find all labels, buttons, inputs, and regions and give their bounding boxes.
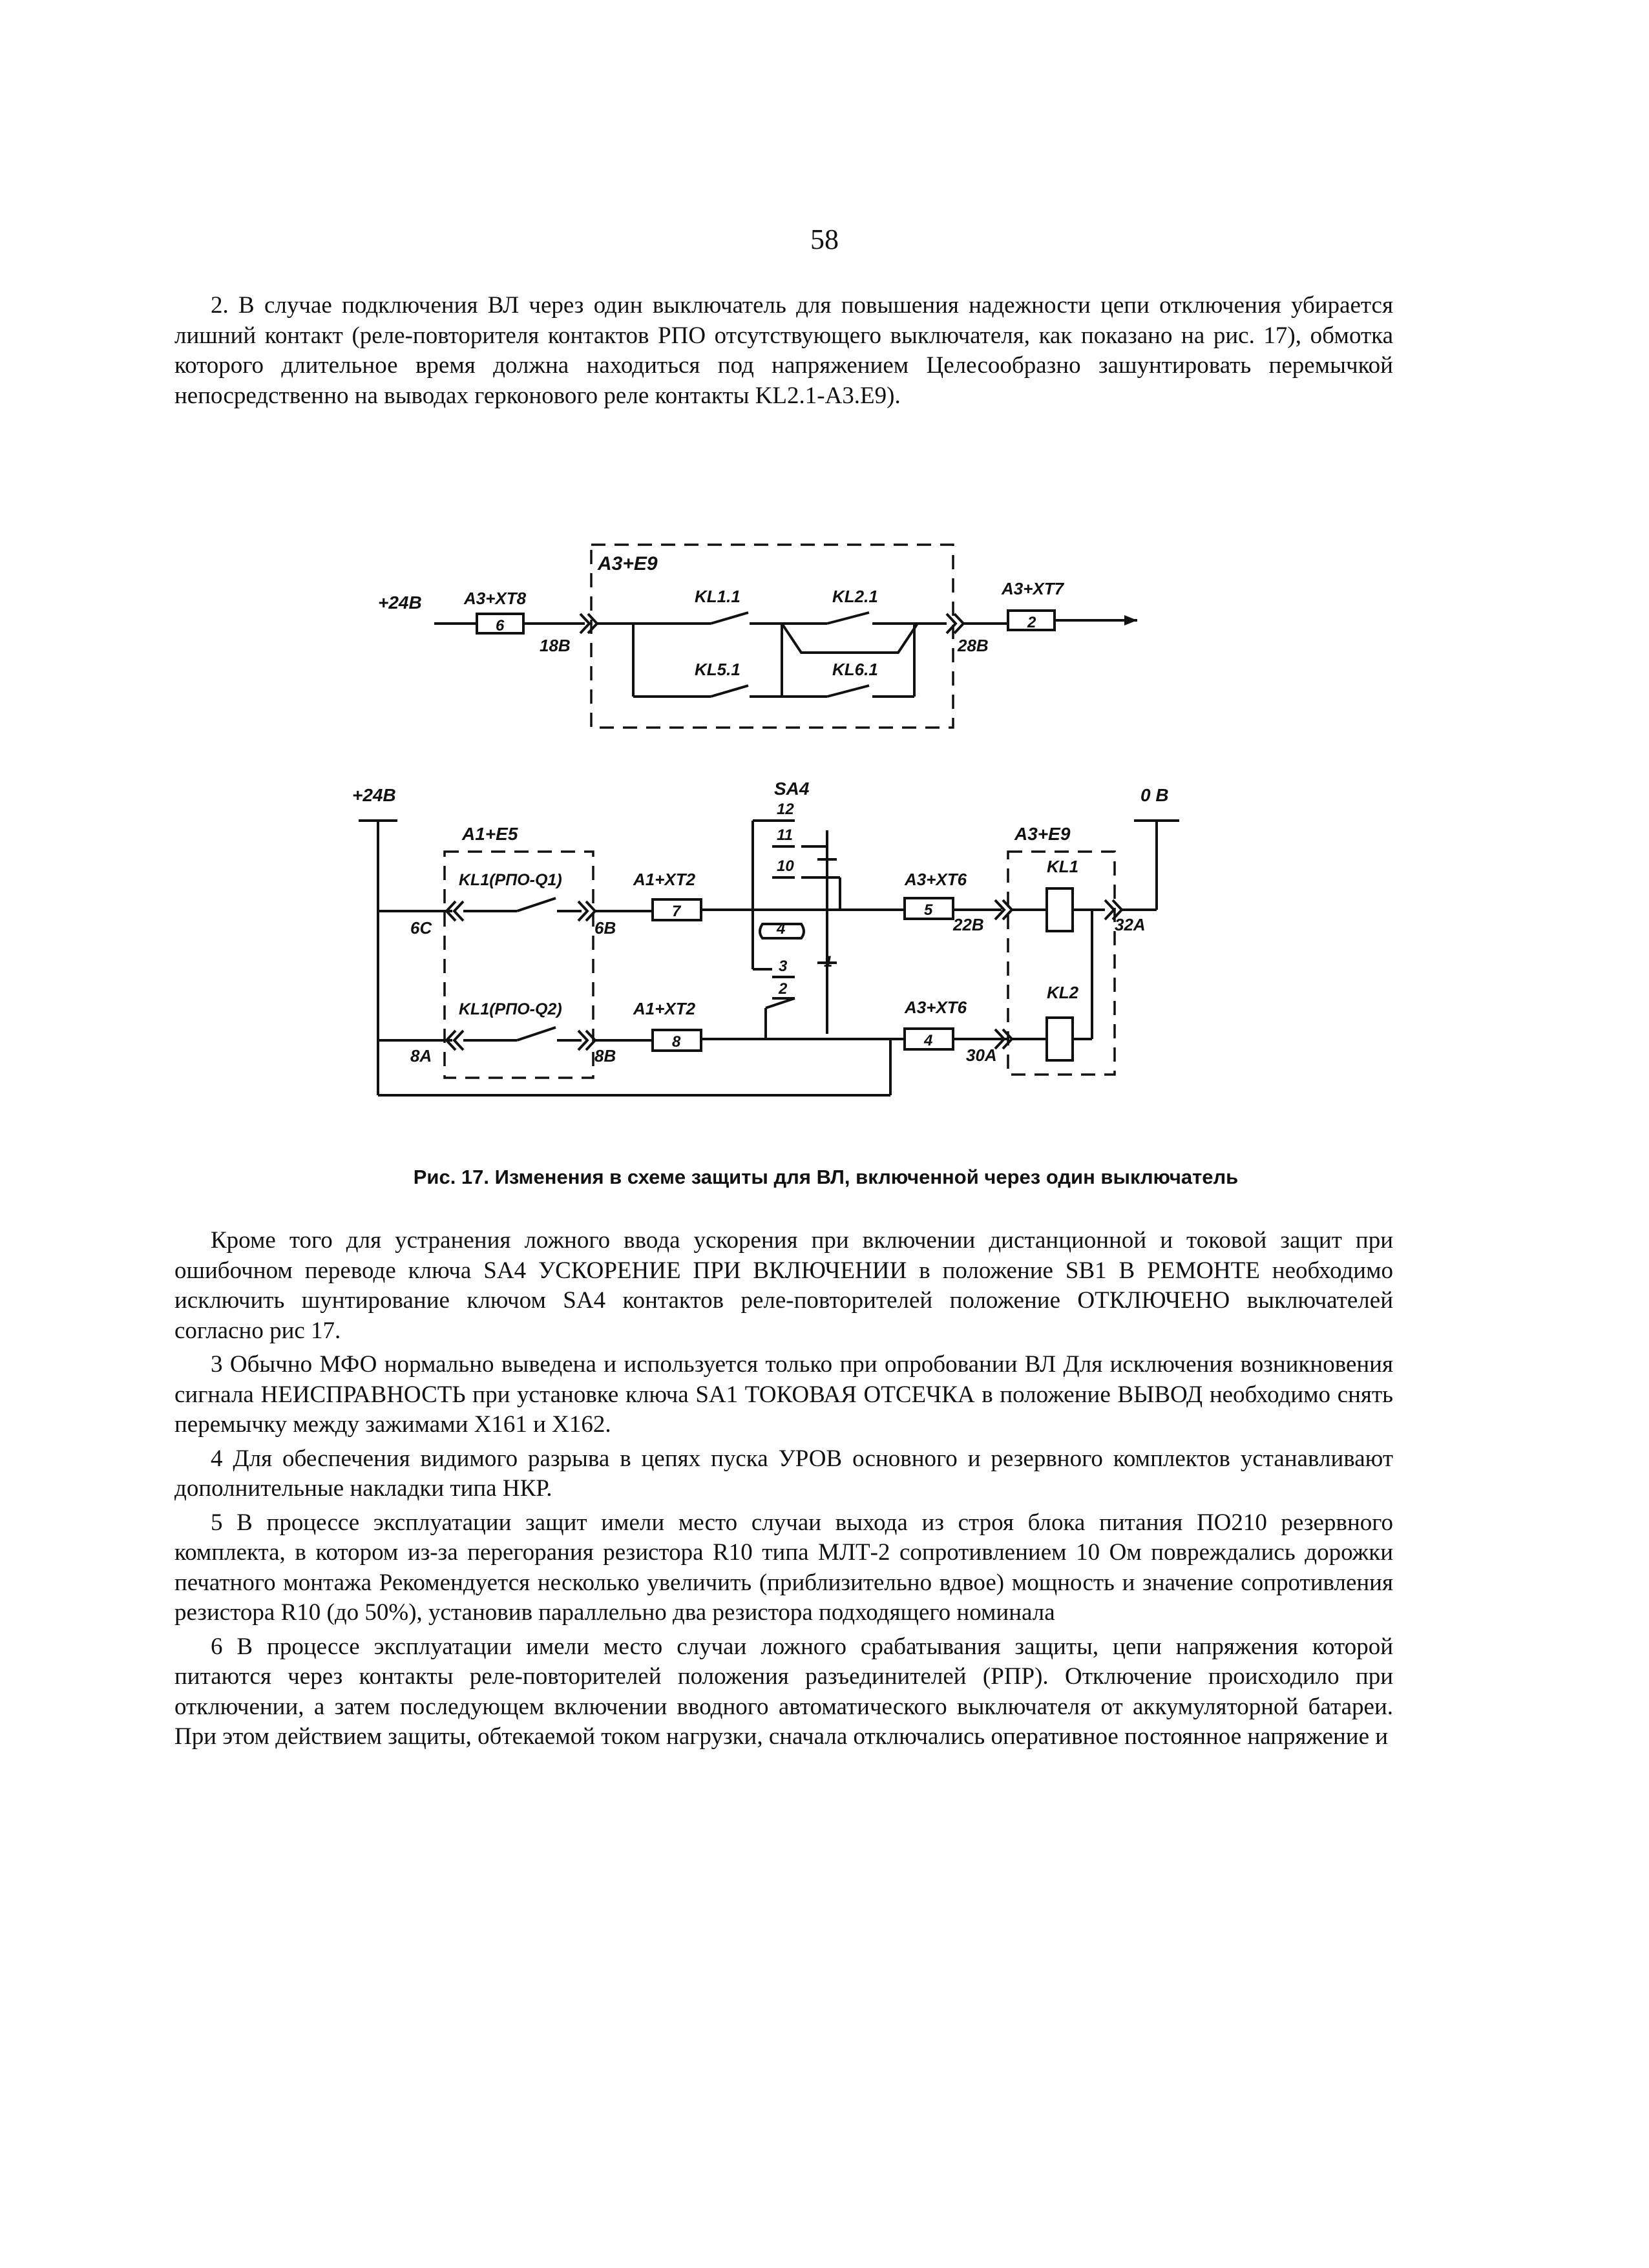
schematic-bottom xyxy=(349,775,1221,1105)
label-a3e9: А3+Е9 xyxy=(598,553,658,574)
paragraph: 4 Для обеспечения видимого разрыва в цепях пуска УРОВ основного и резервного комплектов устанавливают дополнительные накладки типа НКР. xyxy=(174,1445,1393,1502)
label-supply-bottom: +24В xyxy=(352,785,396,805)
intro-text xyxy=(174,291,1393,411)
label-32a: 32А xyxy=(1115,915,1146,934)
body-text xyxy=(174,1226,1393,1752)
label-xt7: А3+ХТ7 xyxy=(1002,579,1064,598)
label-xt6-top: А3+ХТ6 xyxy=(905,870,967,889)
label-contact-4: 4 xyxy=(777,920,786,938)
label-xt2-top: А1+ХТ2 xyxy=(633,870,696,889)
label-22b: 22В xyxy=(953,915,984,934)
label-xt6-top-num: 5 xyxy=(924,901,933,919)
intro-paragraph: 2. В случае подключения ВЛ через один выключатель для повышения надежности цепи отключения убирается лишний контакт (реле-повторителя контактов РПО отсутствующего выключателя, как показано на рис. 17), обмотка которого длительное время должна находиться под напряжением Целесообразно зашунтировать перемычкой непосредственно на выводах герконового реле контакты KL2.1-А3.Е9). xyxy=(174,292,1393,409)
label-sa4: SA4 xyxy=(774,779,810,799)
label-kl51: KL5.1 xyxy=(695,660,740,679)
label-kl61: KL6.1 xyxy=(832,660,878,679)
label-xt2-bottom-num: 8 xyxy=(672,1033,681,1051)
paragraph: 5 В процессе эксплуатации защит имели место случаи выхода из строя блока питания ПО210 резервного комплекта, в котором из-за перегорания резистора R10 типа МЛТ-2 сопротивлением 10 Ом повреждались дорожки печатного монтажа Рекомендуется несколько увеличить (приблизительно вдвое) мощность и значение сопротивления резистора R10 (до 50%), установив параллельно два резистора подходящего номинала xyxy=(174,1509,1393,1626)
paragraph: Кроме того для устранения ложного ввода ускорения при включении дистанционной и токовой защит при ошибочном переводе ключа SA4 УСКОРЕНИЕ ПРИ ВКЛЮЧЕНИИ в положение SB1 В РЕМОНТЕ необходимо исключить шунтирование ключом SA4 контактов реле-повторителей положение ОТКЛЮЧЕНО выключателей согласно рис 17. xyxy=(174,1227,1393,1344)
label-kl11: KL1.1 xyxy=(695,587,740,606)
label-28b: 28В xyxy=(958,636,989,655)
label-contact-3: 3 xyxy=(779,958,788,975)
page-number: 58 xyxy=(810,224,839,255)
label-contact-2: 2 xyxy=(779,980,788,998)
schematic-top xyxy=(362,530,1170,737)
label-18b: 18В xyxy=(540,636,571,655)
label-supply-top: +24В xyxy=(378,593,422,613)
relay-coil-kl1 xyxy=(1047,888,1073,931)
label-kl1-q1: KL1(РПО-Q1) xyxy=(459,871,562,889)
label-xt2-bottom: А1+ХТ2 xyxy=(633,999,696,1018)
label-6b: 6В xyxy=(594,918,616,938)
relay-coil-kl2 xyxy=(1047,1018,1073,1060)
label-xt8: А3+ХТ8 xyxy=(464,589,527,608)
label-kl1-coil: KL1 xyxy=(1047,857,1079,876)
label-kl1-q2: KL1(РПО-Q2) xyxy=(459,1000,562,1018)
label-xt7-num: 2 xyxy=(1027,614,1036,631)
label-contact-10: 10 xyxy=(777,857,794,875)
label-zero-volt: 0 В xyxy=(1140,785,1169,805)
label-8a: 8А xyxy=(410,1046,432,1066)
label-kl21: KL2.1 xyxy=(832,587,878,606)
label-a1e5: А1+Е5 xyxy=(462,824,518,844)
label-contact-12: 12 xyxy=(777,801,794,818)
figure-caption: Рис. 17. Изменения в схеме защиты для ВЛ, включенной через один выключатель xyxy=(413,1166,1239,1188)
label-xt8-num: 6 xyxy=(496,617,505,635)
paragraph: 6 В процессе эксплуатации имели место случаи ложного срабатывания защиты, цепи напряжения которой питаются через контакты реле-повторителей положения разъединителей (РПР). Отключение происходило при отключении, а затем последующем включении вводного автоматического выключателя от аккумуляторной батареи. При этом действием защиты, обтекаемой током нагрузки, сначала отключались оперативное постоянное напряжение и xyxy=(174,1633,1393,1750)
label-kl2-coil: KL2 xyxy=(1047,983,1079,1002)
paragraph: 3 Обычно МФО нормально выведена и используется только при опробовании ВЛ Для исключения возникновения сигнала НЕИСПРАВНОСТЬ при установке ключа SA1 ТОКОВАЯ ОТСЕЧКА в положение ВЫВОД необходимо снять перемычку между зажимами X161 и X162. xyxy=(174,1351,1393,1438)
label-contact-11: 11 xyxy=(777,826,793,844)
label-6c: 6С xyxy=(410,918,432,938)
label-30a: 30А xyxy=(966,1045,997,1065)
label-xt6-bottom-num: 4 xyxy=(924,1032,933,1049)
label-a3e9-bottom: А3+Е9 xyxy=(1014,824,1071,844)
label-xt6-bottom: А3+ХТ6 xyxy=(905,998,967,1017)
label-8b: 8В xyxy=(594,1046,616,1066)
label-contact-1: 1 xyxy=(824,953,833,971)
label-xt2-top-num: 7 xyxy=(672,903,681,920)
